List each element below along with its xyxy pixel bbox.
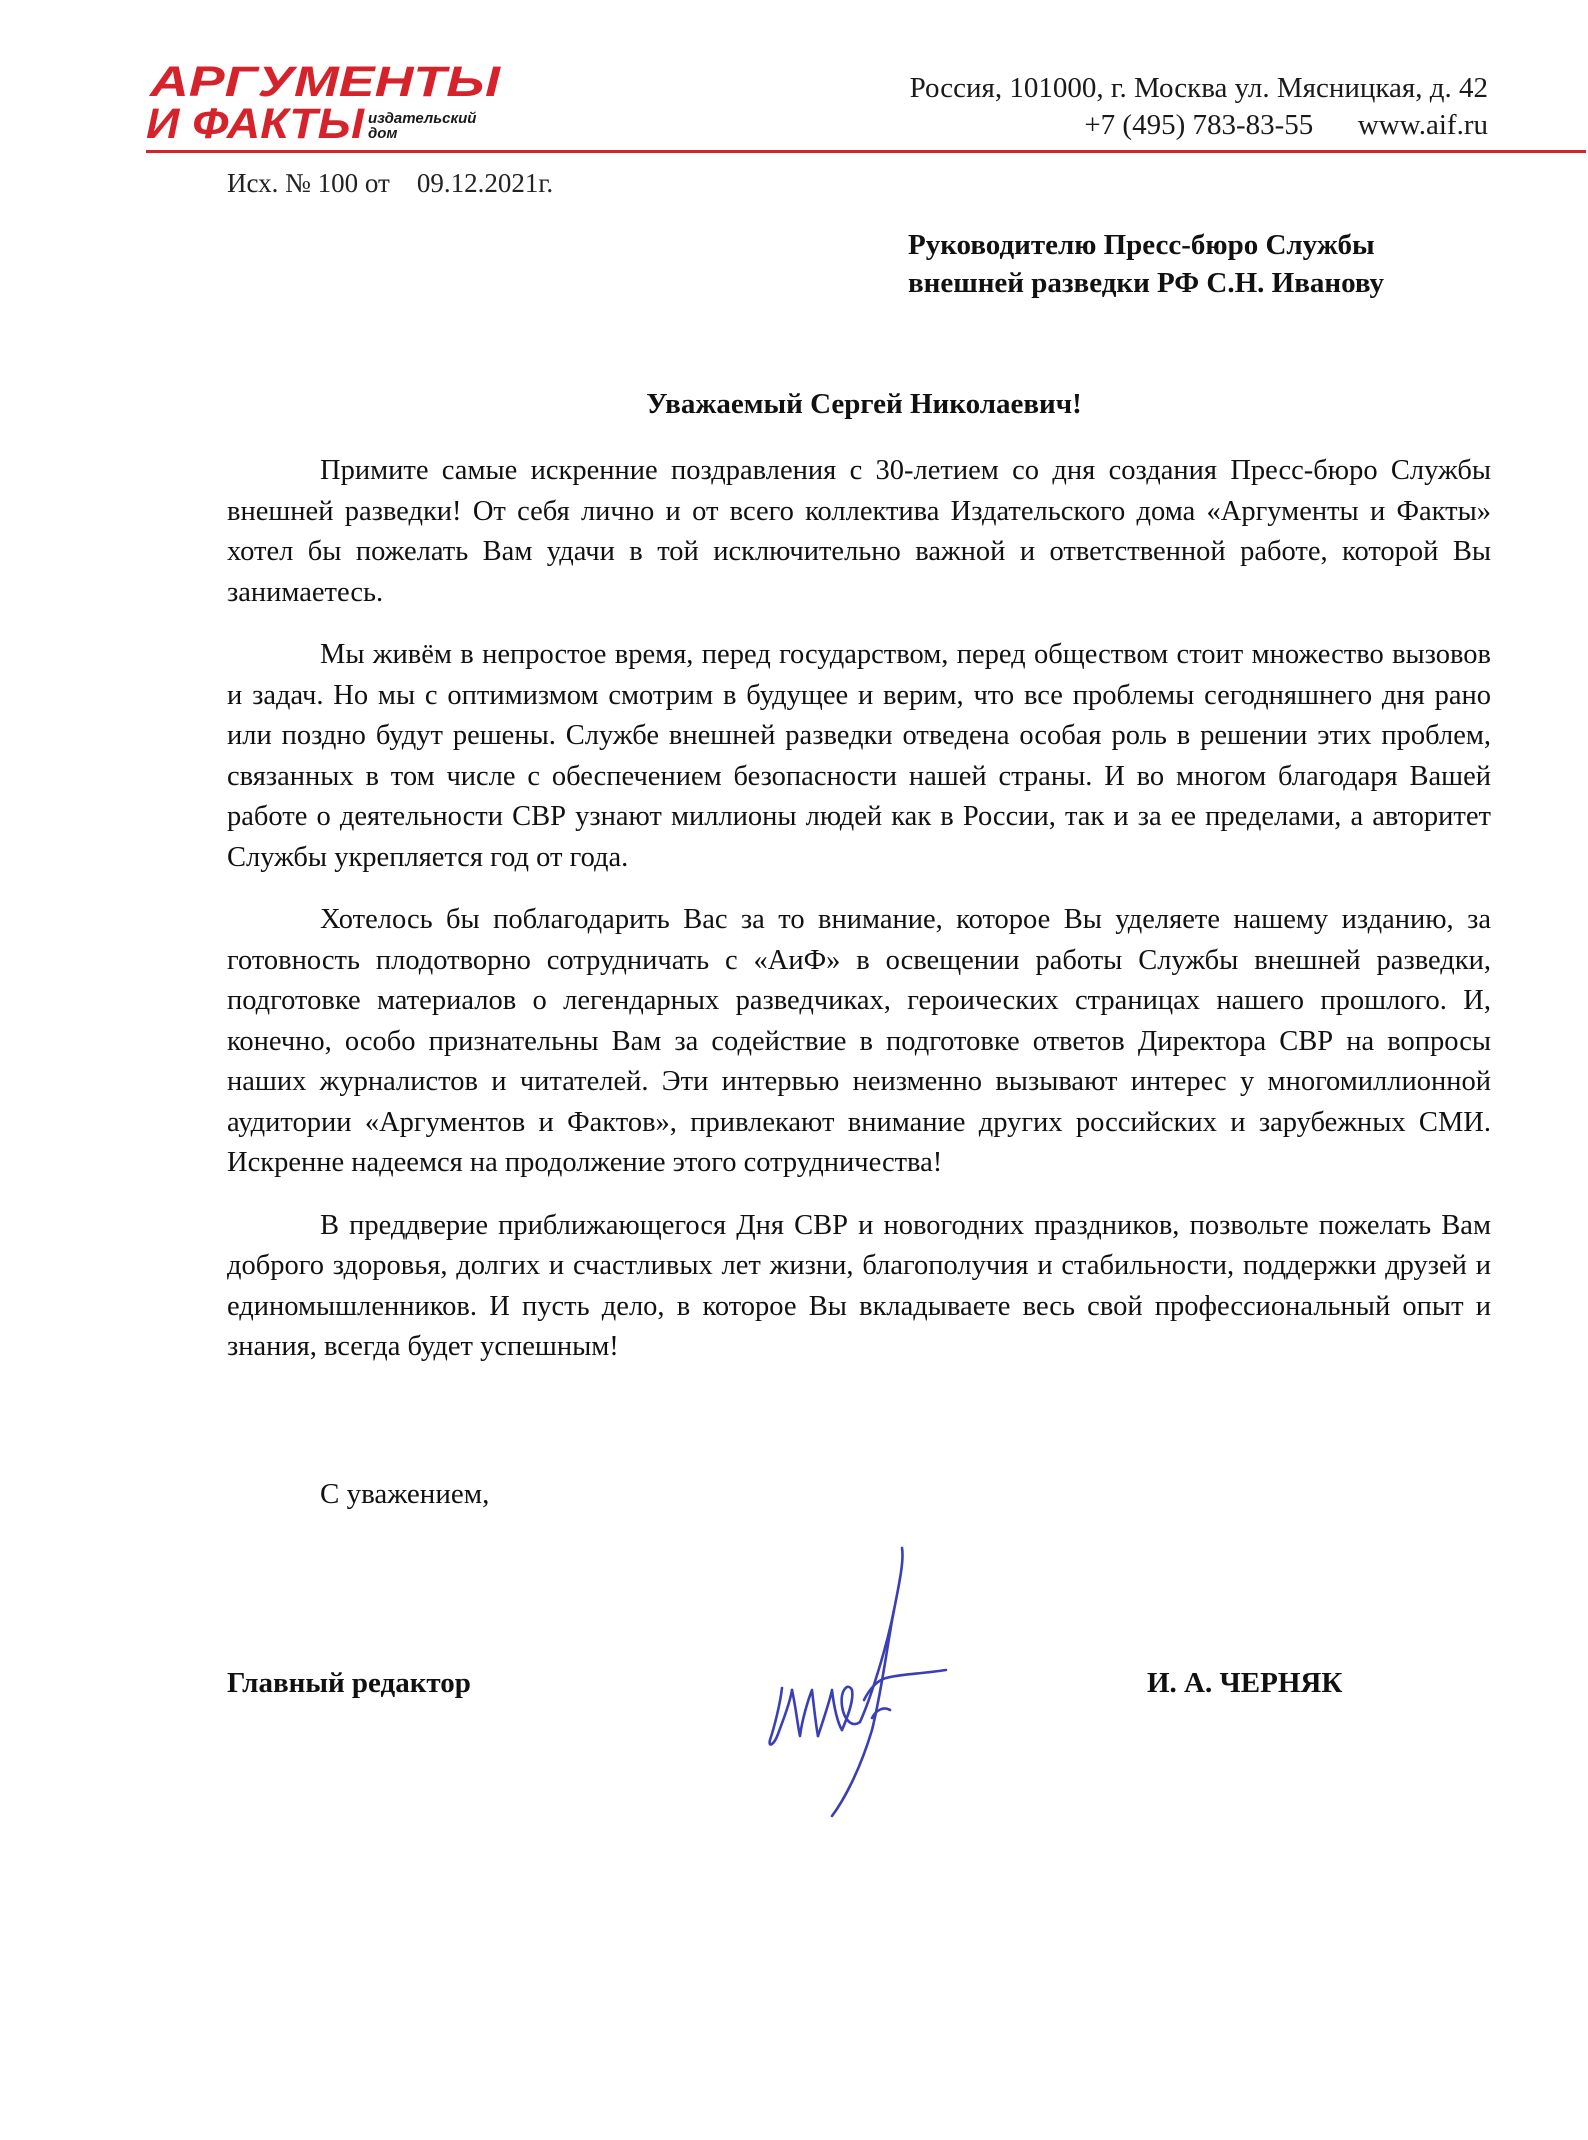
company-address: Россия, 101000, г. Москва ул. Мясницкая, д. 42: [909, 72, 1488, 104]
logo-subtitle-2: дом: [368, 125, 398, 142]
company-phone: +7 (495) 783-83-55: [1084, 109, 1314, 141]
outgoing-number: Исх. № 100 от: [227, 168, 390, 198]
signatory-name: И. А. ЧЕРНЯК: [1147, 1667, 1343, 1699]
paragraph-4: В преддверие приближающегося Дня СВР и новогодних праздников, позвольте пожелать Вам доброго здоровья, долгих и счастливых лет жизни, благополучия и стабильности, поддержки друзей и единомышленников. И пусть дело, в которое Вы вкладываете весь свой профессиональный опыт и знания, всегда будет успешным!: [227, 1209, 1491, 1362]
paragraph-3: Хотелось бы поблагодарить Вас за то внимание, которое Вы уделяете нашему изданию, за готовность плодотворно сотрудничать с «АиФ» в освещении работы Службы внешней разведки, подготовке материалов о легендарных разведчиках, героических страницах нашего прошлого. И, конечно, особо признательны Вам за содействие в подготовке ответов Директора СВР на вопросы наших журналистов и читателей. Эти интервью неизменно вызывают интерес у многомиллионной аудитории «Аргументов и Фактов», привлекают внимание других российских и зарубежных СМИ. Искренне надеемся на продолжение этого сотрудничества!: [227, 904, 1491, 1178]
aif-logo: [146, 58, 506, 144]
addressee-line-2: внешней разведки РФ С.Н. Иванову: [908, 267, 1385, 299]
logo-line-1: АРГУМЕНТЫ: [148, 58, 502, 106]
paragraph-2: Мы живём в непростое время, перед государством, перед обществом стоит множество вызовов и задач. Но мы с оптимизмом смотрим в будущее и верим, что все проблемы сегодняшнего дня рано или поздно будут решены. Службе внешней разведки отведена особая роль в решении этих проблем, связанных в том числе с обеспечением безопасности нашей страны. И во многом благодаря Вашей работе о деятельности СВР узнают миллионы людей как в России, так и за ее пределами, а авторитет Службы укрепляется год от года.: [227, 639, 1491, 873]
addressee-block: [908, 226, 1508, 302]
contact-line: [910, 107, 1488, 144]
outgoing-reference: [227, 168, 553, 199]
outgoing-date: 09.12.2021г.: [416, 168, 554, 198]
paragraph-1: Примите самые искренние поздравления с 30-летием со дня создания Пресс-бюро Службы внешней разведки! От себя лично и от всего коллектива Издательского дома «Аргументы и Факты» хотел бы пожелать Вам удачи в той исключительно важной и ответственной работе, которой Вы занимаетесь.: [227, 455, 1491, 608]
salutation: Уважаемый Сергей Николаевич!: [646, 388, 1082, 420]
logo-line-2: И ФАКТЫ: [146, 100, 366, 144]
closing-phrase: С уважением,: [320, 1478, 490, 1510]
addressee-line-1: Руководителю Пресс-бюро Службы: [908, 229, 1375, 261]
handwritten-signature: [760, 1540, 960, 1825]
logo-subtitle-1: издательский: [368, 110, 477, 127]
signatory-position: Главный редактор: [227, 1667, 471, 1699]
letter-body: [227, 451, 1491, 1390]
company-website: www.aif.ru: [1357, 109, 1488, 141]
header-contacts: [910, 70, 1488, 144]
header-divider: [146, 150, 1586, 153]
